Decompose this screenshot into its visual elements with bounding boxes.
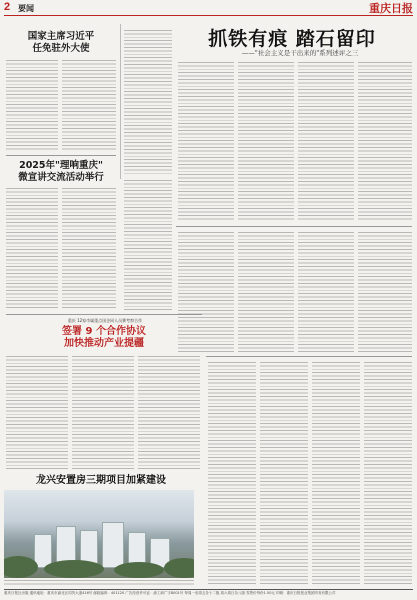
main-rule-1 [176,226,412,227]
story1-headline [6,31,116,55]
column2-text-top [124,30,172,175]
main-body2-col3 [298,232,354,352]
main-body2-col4 [358,232,412,352]
main-body-col2 [238,62,294,222]
main-body-col3 [298,62,354,222]
story3-body-col1 [6,356,68,471]
masthead [4,2,413,16]
column-divider [120,24,121,179]
construction-photo [4,490,194,578]
main-body-col4 [358,62,412,222]
story2-headline-line1: 2025年"理响重庆" [19,160,103,171]
main-body-col1 [178,62,234,222]
story3-headline-line2: 加快推动产业提疆 [64,338,144,349]
story-divider [6,155,116,156]
story3-rule [6,314,202,315]
main-headline: 抓铁有痕 踏石留印 [208,28,376,50]
footer-text: 重庆日报社出版 通讯地址：重庆市渝北区同茂大道416号 邮政编码：401120 广告经营许可证：渝工商广字8001号 每周一至周五各十二版 周六周日各八版 零售价每份1.50元 印刷：重庆日报报业集团印务有限公司 [4,591,336,595]
main-body3-col3 [312,362,360,584]
story3-kicker: 重庆 12家市属重点国企同人员赛考察合作 [67,318,143,323]
photo-caption [4,580,194,587]
story1-body-left [6,60,58,152]
story1-body-right [62,60,116,152]
story1-headline-line1: 国家主席习近平 [27,31,95,42]
page-number: 2 [4,1,11,13]
main-body3-col2 [260,362,308,584]
story3-body-col2 [72,356,134,471]
column2-text [124,180,172,310]
newspaper-brand: 重庆日报 [369,2,413,15]
section-name: 要闻 [18,4,34,13]
story2-body-right [62,188,116,310]
story2-headline-line2: 微宣讲交流活动举行 [18,172,104,183]
main-body3-col1 [208,362,256,584]
story3-headline [6,326,202,350]
story3-headline-line1: 签署 9 个合作协议 [62,326,146,337]
main-rule-2 [206,356,412,357]
main-subtitle: ——"社会主义是干出来的"系列述评之三 [241,49,359,57]
story4-headline: 龙兴安置房三期项目加紧建设 [36,475,166,486]
main-body2-col1 [178,232,234,352]
story2-body-left [6,188,58,310]
story3-body-col3 [138,356,200,471]
story1-headline-line2: 任免驻外大使 [32,43,90,54]
main-body2-col2 [238,232,294,352]
main-body3-col4 [364,362,412,584]
page-footer [4,589,413,597]
story2-headline [6,160,116,184]
